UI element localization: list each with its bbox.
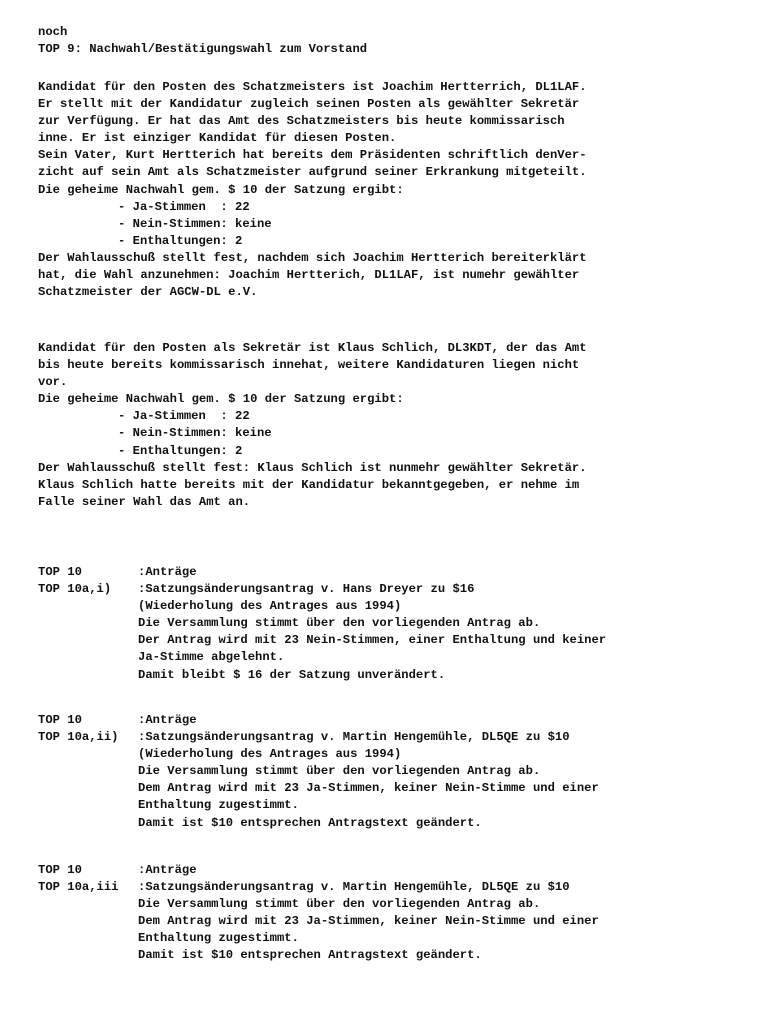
text-line: Dem Antrag wird mit 23 Ja-Stimmen, keiner Nein-Stimme und einer <box>138 914 599 929</box>
text-line: Damit ist $10 entsprechen Antragstext geändert. <box>138 815 482 830</box>
top10-heading-row <box>38 564 758 581</box>
top10-block-1 <box>38 564 758 684</box>
top10-block-3 <box>38 862 758 965</box>
text-line: Falle seiner Wahl das Amt an. <box>38 494 251 509</box>
text-line: (Wiederholung des Antrages aus 1994) <box>138 599 402 614</box>
vote-no: - Nein-Stimmen: keine <box>118 426 272 441</box>
motion-title: :Satzungsänderungsantrag v. Martin Hengemühle, DL5QE zu $10 <box>138 880 570 895</box>
top10-item-row <box>38 729 758 746</box>
vote-abstain: - Enthaltungen: 2 <box>118 443 243 458</box>
top-heading: :Anträge <box>138 713 197 727</box>
text-line: bis heute bereits kommissarisch innehat, weitere Kandidaturen liegen nicht <box>38 358 580 373</box>
text-line: Ja-Stimme abgelehnt. <box>138 650 285 665</box>
text-line: Schatzmeister der AGCW-DL e.V. <box>38 285 258 300</box>
text-line: hat, die Wahl anzunehmen: Joachim Hertterich, DL1LAF, ist numehr gewählter <box>38 268 580 283</box>
top-sub-label: TOP 10a,i) <box>38 582 112 597</box>
text-line: Er stellt mit der Kandidatur zugleich seinen Posten als gewählter Sekretär <box>38 97 580 112</box>
motion-title: :Satzungsänderungsantrag v. Hans Dreyer zu $16 <box>138 582 475 597</box>
text-line: Klaus Schlich hatte bereits mit der Kandidatur bekanntgegeben, er nehme im <box>38 477 580 492</box>
text-line: Der Wahlausschuß stellt fest, nachdem sich Joachim Hertterich bereiterklärt <box>38 250 587 265</box>
text-line: Sein Vater, Kurt Hertterich hat bereits dem Präsidenten schriftlich denVer- <box>38 148 587 163</box>
motion-title: :Satzungsänderungsantrag v. Martin Hengemühle, DL5QE zu $10 <box>138 730 570 745</box>
top-heading: :Anträge <box>138 565 197 579</box>
vote-yes: - Ja-Stimmen : 22 <box>118 409 250 424</box>
top-sub-label: TOP 10a,ii) <box>38 730 119 745</box>
vote-abstain: - Enthaltungen: 2 <box>118 233 243 248</box>
text-line: Damit ist $10 entsprechen Antragstext geändert. <box>138 948 482 963</box>
text-line: zur Verfügung. Er hat das Amt des Schatzmeisters bis heute kommissarisch <box>38 114 565 129</box>
top9-title: TOP 9: Nachwahl/Bestätigungswahl zum Vorstand <box>38 42 368 57</box>
top10-block-2 <box>38 712 758 832</box>
text-line: Dem Antrag wird mit 23 Ja-Stimmen, keiner Nein-Stimme und einer <box>138 781 599 796</box>
top-label: TOP 10 <box>38 565 82 579</box>
top-heading: :Anträge <box>138 863 197 877</box>
top-label: TOP 10 <box>38 713 82 727</box>
text-line: Die geheime Nachwahl gem. $ 10 der Satzung ergibt: <box>38 392 404 407</box>
text-line: vor. <box>38 375 68 390</box>
text-line: zicht auf sein Amt als Schatzmeister aufgrund seiner Erkrankung mitgeteilt. <box>38 165 587 180</box>
top10-heading-row <box>38 862 758 879</box>
text-line: Die Versammlung stimmt über den vorliegenden Antrag ab. <box>138 897 541 912</box>
secretary-section <box>38 340 758 511</box>
noch-label: noch <box>38 25 68 39</box>
header-block <box>38 24 758 58</box>
text-line: Die Versammlung stimmt über den vorliegenden Antrag ab. <box>138 616 541 631</box>
text-line: Enthaltung zugestimmt. <box>138 798 299 813</box>
vote-no: - Nein-Stimmen: keine <box>118 216 272 231</box>
text-line: Die Versammlung stimmt über den vorliegenden Antrag ab. <box>138 764 541 779</box>
top10-item-row <box>38 879 758 896</box>
top10-item-row <box>38 581 758 598</box>
text-line: Kandidat für den Posten des Schatzmeisters ist Joachim Hertterrich, DL1LAF. <box>38 80 587 94</box>
top-sub-label: TOP 10a,iii <box>38 880 119 895</box>
top10-heading-row <box>38 712 758 729</box>
treasurer-section <box>38 79 758 301</box>
text-line: Damit bleibt $ 16 der Satzung unverändert. <box>138 667 446 682</box>
text-line: Der Wahlausschuß stellt fest: Klaus Schlich ist nunmehr gewählter Sekretär. <box>38 460 587 475</box>
top-label: TOP 10 <box>38 863 82 877</box>
text-line: inne. Er ist einziger Kandidat für diesen Posten. <box>38 131 397 146</box>
text-line: (Wiederholung des Antrages aus 1994) <box>138 747 402 762</box>
text-line: Die geheime Nachwahl gem. $ 10 der Satzung ergibt: <box>38 182 404 197</box>
vote-yes: - Ja-Stimmen : 22 <box>118 199 250 214</box>
text-line: Kandidat für den Posten als Sekretär ist Klaus Schlich, DL3KDT, der das Amt <box>38 341 587 355</box>
text-line: Der Antrag wird mit 23 Nein-Stimmen, einer Enthaltung und keiner <box>138 633 607 648</box>
text-line: Enthaltung zugestimmt. <box>138 931 299 946</box>
